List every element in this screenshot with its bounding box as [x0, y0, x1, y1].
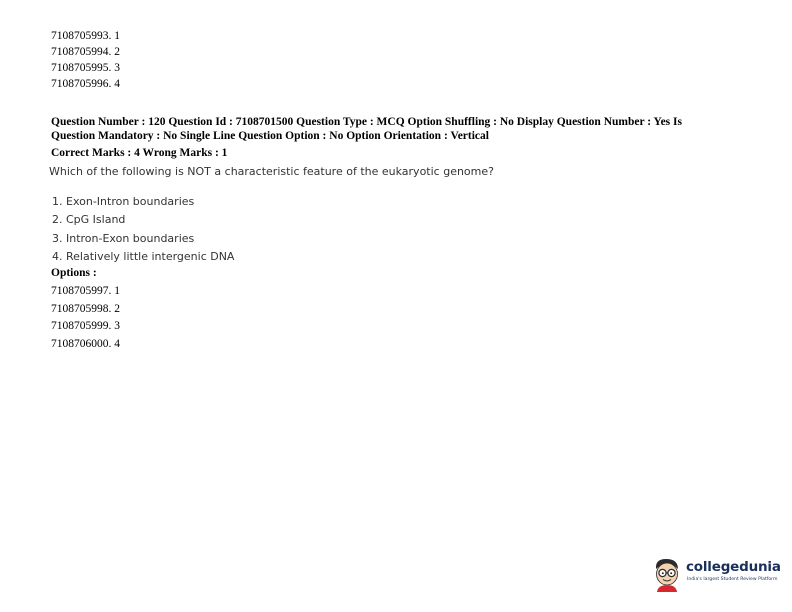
- option-id-item: 7108705997. 1: [51, 285, 120, 297]
- logo-tagline: India's largest Student Review Platform: [687, 577, 778, 582]
- option-id-item: 7108705998. 2: [51, 302, 120, 315]
- previous-option-list: [51, 28, 120, 92]
- previous-option-item: 7108705994. 2: [51, 46, 120, 58]
- options-heading: Options :: [51, 267, 97, 279]
- question-metadata-line-1: Question Number : 120 Question Id : 7108701500 Question Type : MCQ Option Shuffling : No Display Question Number : Yes Is: [51, 116, 682, 128]
- answer-choice: 3. Intron-Exon boundaries: [52, 231, 195, 245]
- previous-option-item: 7108705995. 3: [51, 62, 120, 74]
- previous-option-item: 7108705993. 1: [51, 30, 120, 42]
- question-metadata: [51, 116, 751, 143]
- mascot-icon: [650, 556, 684, 592]
- question-metadata-line-2: Question Mandatory : No Single Line Question Option : No Option Orientation : Vertical: [51, 129, 489, 142]
- question-text: Which of the following is NOT a characteristic feature of the eukaryotic genome?: [49, 165, 494, 178]
- previous-option-item: 7108705996. 4: [51, 78, 120, 90]
- option-id-item: 7108706000. 4: [51, 337, 120, 350]
- option-id-item: 7108705999. 3: [51, 320, 120, 332]
- answer-choice: 1. Exon-Intron boundaries: [52, 195, 195, 208]
- answer-choice: 4. Relatively little intergenic DNA: [52, 249, 235, 263]
- answer-choice: 2. CpG Island: [52, 213, 126, 227]
- logo-wordmark: collegedunia: [686, 559, 781, 575]
- answer-choice-list: [52, 193, 234, 266]
- option-id-list: [51, 283, 120, 353]
- collegedunia-logo: [650, 556, 780, 592]
- marks-info: Correct Marks : 4 Wrong Marks : 1: [51, 147, 228, 159]
